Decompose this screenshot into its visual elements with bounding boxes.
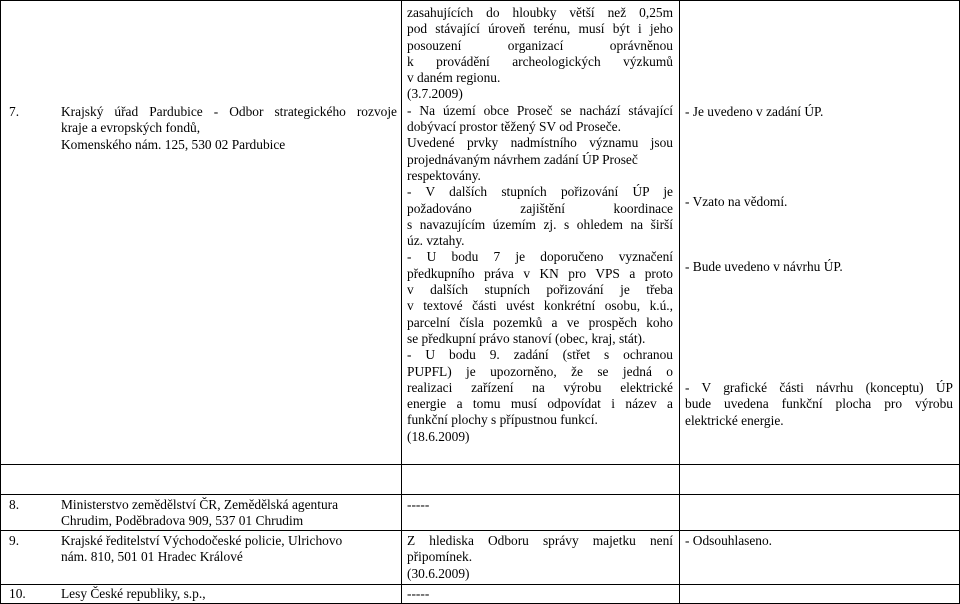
organization-cell <box>61 104 397 153</box>
organization-cell <box>61 533 397 566</box>
comment-line: Uvedené prvky nadmístního významu jsou <box>407 135 673 151</box>
comment-line: s navazujícím územím zj. s ohledem na širší <box>407 216 673 232</box>
row-number: 8. <box>9 497 20 512</box>
response-cell <box>685 380 953 429</box>
table-column-divider <box>679 0 680 604</box>
comment-line: - U bodu 7 je doporučeno vyznačení <box>407 249 673 265</box>
comment-line: k provádění archeologických výzkumů <box>407 53 673 69</box>
response-line: - V grafické části návrhu (konceptu) ÚP <box>685 380 953 395</box>
response-cell <box>685 533 953 549</box>
comment-line: (3.7.2009) <box>407 86 463 102</box>
response-text: - Vzato na vědomí. <box>685 194 788 209</box>
organization-line: nám. 810, 501 01 Hradec Králové <box>61 549 243 565</box>
comment-line: PUPFL) je upozorněno, že se jedná o <box>407 363 673 379</box>
comment-line: v dalších stupních pořizování je třeba <box>407 282 673 298</box>
response-cell <box>685 259 953 275</box>
organization-line: Chrudim, Poděbradova 909, 537 01 Chrudim <box>61 513 304 529</box>
comment-cell <box>407 5 673 445</box>
comment-line: - Na území obce Proseč se nachází stávající <box>407 102 673 118</box>
table-row-divider <box>0 0 960 1</box>
organization-line: Lesy České republiky, s.p., <box>61 586 206 601</box>
table-row-divider <box>0 464 960 465</box>
organization-line: Krajské ředitelství Východočeské policie, Ulrichovo <box>61 533 343 548</box>
comment-line: připomínek. <box>407 549 473 565</box>
comment-line: v textové části uvést konkrétní osobu, k.ú., <box>407 298 673 314</box>
comment-line: posouzení organizací oprávněnou <box>407 37 673 53</box>
comment-cell <box>407 533 673 582</box>
comment-line: funkční plochy s přípustnou funkcí. <box>407 412 598 428</box>
comment-line: respektovány. <box>407 167 481 183</box>
table-row-divider <box>0 494 960 495</box>
comment-text: ----- <box>407 586 430 601</box>
response-text: - Odsouhlaseno. <box>685 533 773 548</box>
table-border-left <box>0 0 1 604</box>
comment-text: ----- <box>407 497 430 512</box>
comment-line: parcelní čísla pozemků a ve prospěch koho <box>407 314 673 330</box>
comment-line: energie a tomu musí odpovídat i název a <box>407 396 673 412</box>
table-row-divider <box>0 584 960 585</box>
table-row-divider <box>0 530 960 531</box>
organization-line: Krajský úřad Pardubice - Odbor strategického rozvoje <box>61 104 397 119</box>
response-cell <box>685 194 953 210</box>
organization-cell <box>61 497 397 530</box>
comment-line: (18.6.2009) <box>407 428 470 444</box>
comment-line: projednávaným návrhem zadání ÚP Proseč <box>407 151 638 167</box>
comment-line: - V dalších stupních pořizování ÚP je <box>407 184 673 200</box>
response-text: - Je uvedeno v zadání ÚP. <box>685 104 824 119</box>
comment-cell <box>407 586 673 602</box>
comment-line: dobývací prostor těžený SV od Proseče. <box>407 119 621 135</box>
comment-line: požadováno zajištění koordinace <box>407 200 673 216</box>
organization-cell <box>61 586 397 602</box>
response-line: elektrické energie. <box>685 412 784 428</box>
organization-line: kraje a evropských fondů, <box>61 120 201 136</box>
table-column-divider <box>401 0 402 604</box>
comment-cell <box>407 497 673 513</box>
comment-line: realizaci zařízení na výrobu elektrické <box>407 379 673 395</box>
comment-line: - U bodu 9. zadání (střet s ochranou <box>407 347 673 363</box>
comment-line: pod stávající úroveň terénu, musí být i jeho <box>407 21 673 37</box>
row-number: 9. <box>9 533 20 548</box>
comment-line: zasahujících do hloubky větší než 0,25m <box>407 5 673 20</box>
comment-line: v daném regionu. <box>407 70 501 86</box>
comment-line: předkupního práva v KN pro VPS a proto <box>407 265 673 281</box>
comment-line: se předkupní právo stanoví (obec, kraj, stát). <box>407 330 646 346</box>
organization-line: Ministerstvo zemědělství ČR, Zemědělská agentura <box>61 497 339 512</box>
comment-line: (30.6.2009) <box>407 565 470 581</box>
response-text: - Bude uvedeno v návrhu ÚP. <box>685 259 843 274</box>
comment-line: úz. vztahy. <box>407 233 465 249</box>
response-cell <box>685 104 953 120</box>
organization-line: Komenského nám. 125, 530 02 Pardubice <box>61 136 286 152</box>
row-number: 7. <box>9 104 20 119</box>
response-line: bude uvedena funkční plocha pro výrobu <box>685 396 953 412</box>
row-number: 10. <box>9 586 26 601</box>
comment-line: Z hlediska Odboru správy majetku není <box>407 533 673 548</box>
